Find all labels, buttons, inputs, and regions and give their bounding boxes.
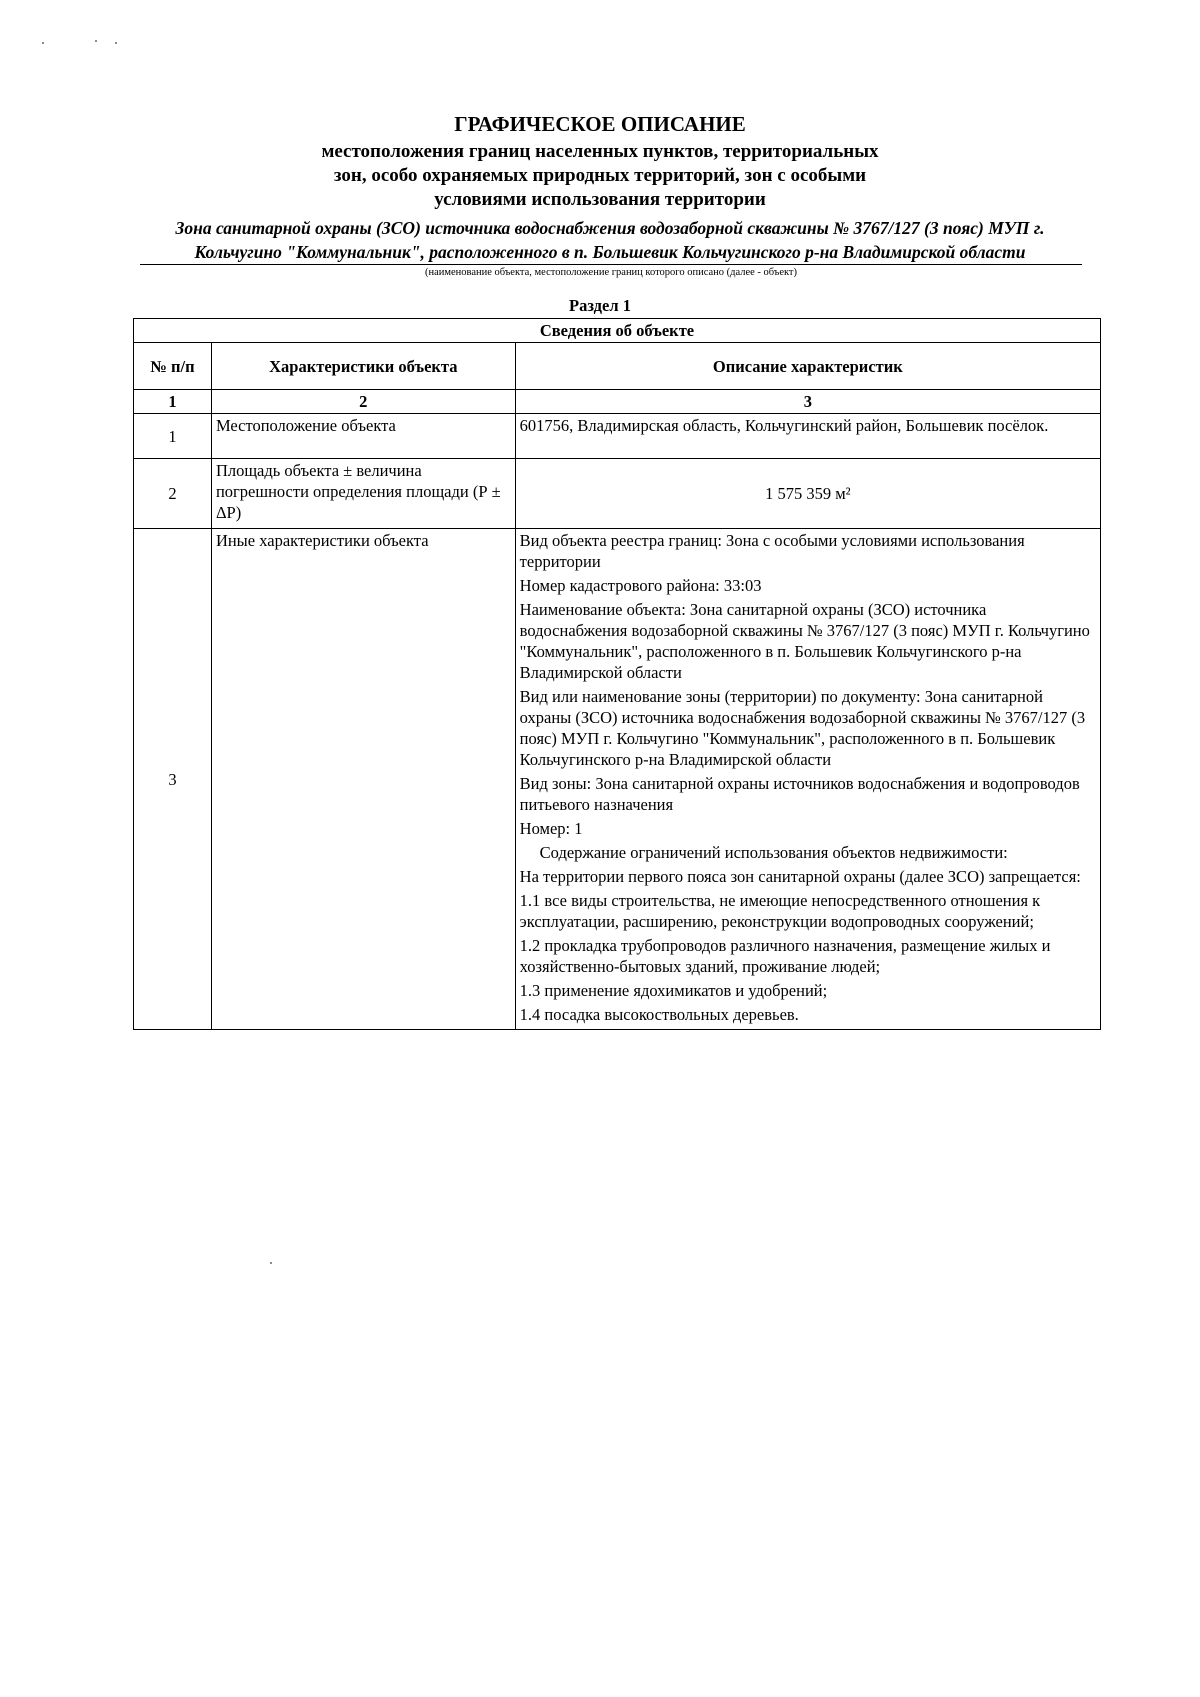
section-label: Раздел 1 xyxy=(569,296,631,315)
table-row xyxy=(134,414,1101,459)
description-paragraph: На территории первого пояса зон санитарной охраны (далее ЗСО) запрещается: xyxy=(519,867,1081,886)
column-number: 3 xyxy=(515,390,1100,414)
scan-speck xyxy=(115,42,117,44)
description-paragraph: Вид зоны: Зона санитарной охраны источников водоснабжения и водопроводов питьевого назначения xyxy=(519,774,1080,814)
column-number: 1 xyxy=(134,390,212,414)
row-number: 1 xyxy=(134,414,212,459)
description-paragraph: Наименование объекта: Зона санитарной охраны (ЗСО) источника водоснабжения водозаборной скважины № 3767/127 (3 пояс) МУП г. Кольчугино "Коммунальник", расположенного в п. Большевик Кольчугинского р-на Владимирской области xyxy=(519,600,1090,682)
description-paragraph: Номер: 1 xyxy=(519,819,583,838)
column-header-description: Описание характеристик xyxy=(515,343,1100,390)
column-header-characteristic: Характеристики объекта xyxy=(211,343,515,390)
table-title: Сведения об объекте xyxy=(134,319,1101,343)
document-title: ГРАФИЧЕСКОЕ ОПИСАНИЕ xyxy=(454,112,746,136)
row-characteristic: Иные характеристики объекта xyxy=(211,529,515,1030)
table-row xyxy=(134,529,1101,1030)
description-paragraph: Вид или наименование зоны (территории) по документу: Зона санитарной охраны (ЗСО) источника водоснабжения водозаборной скважины № 3767/127 (3 пояс) МУП г. Кольчугино "Коммунальник", расположенного в п. Большевик Кольчугинского р-на Владимирской области xyxy=(519,687,1086,769)
object-info-table xyxy=(133,318,1101,1030)
description-paragraph: 601756, Владимирская область, Кольчугинский район, Большевик посёлок. xyxy=(519,416,1049,435)
table-header-row xyxy=(134,343,1101,390)
scan-speck xyxy=(42,42,44,44)
row-description: 1 575 359 м² xyxy=(515,459,1100,529)
description-paragraph: 1.3 применение ядохимикатов и удобрений; xyxy=(519,981,828,1000)
scan-speck xyxy=(95,40,97,42)
row-characteristic: Площадь объекта ± величина погрешности определения площади (Р ± ΔР) xyxy=(211,459,515,529)
object-name-caption: (наименование объекта, местоположение границ которого описано (далее - объект) xyxy=(424,267,798,278)
description-paragraph: 1.1 все виды строительства, не имеющие непосредственного отношения к эксплуатации, расширению, реконструкции водопроводных сооружений; xyxy=(519,891,1041,931)
description-paragraph: Содержание ограничений использования объектов недвижимости: xyxy=(539,843,1008,862)
description-paragraph: 1.4 посадка высокоствольных деревьев. xyxy=(519,1005,799,1024)
table-title-row xyxy=(134,319,1101,343)
object-name-line: Кольчугино "Коммунальник", расположенного в п. Большевик Кольчугинского р-на Владимирской области xyxy=(194,242,1026,262)
row-number: 3 xyxy=(134,529,212,1030)
description-paragraph: 1.2 прокладка трубопроводов различного назначения, размещение жилых и хозяйственно-бытовых зданий, проживание людей; xyxy=(519,936,1051,976)
scan-speck xyxy=(270,1262,272,1264)
row-characteristic: Местоположение объекта xyxy=(211,414,515,459)
column-number: 2 xyxy=(211,390,515,414)
object-name-line: Зона санитарной охраны (ЗСО) источника водоснабжения водозаборной скважины № 3767/127 (3 пояс) МУП г. xyxy=(175,218,1045,238)
object-name-underline xyxy=(140,264,1082,265)
subtitle-line: условиями использования территории xyxy=(434,189,766,210)
row-description xyxy=(515,529,1100,1030)
table-row xyxy=(134,459,1101,529)
row-description xyxy=(515,414,1100,459)
row-number: 2 xyxy=(134,459,212,529)
description-paragraph: Вид объекта реестра границ: Зона с особыми условиями использования территории xyxy=(519,531,1025,571)
subtitle-line: местоположения границ населенных пунктов, территориальных xyxy=(321,141,879,162)
subtitle-line: зон, особо охраняемых природных территорий, зон с особыми xyxy=(333,165,867,186)
column-header-num: № п/п xyxy=(134,343,212,390)
description-paragraph: Номер кадастрового района: 33:03 xyxy=(519,576,762,595)
column-number-row xyxy=(134,390,1101,414)
